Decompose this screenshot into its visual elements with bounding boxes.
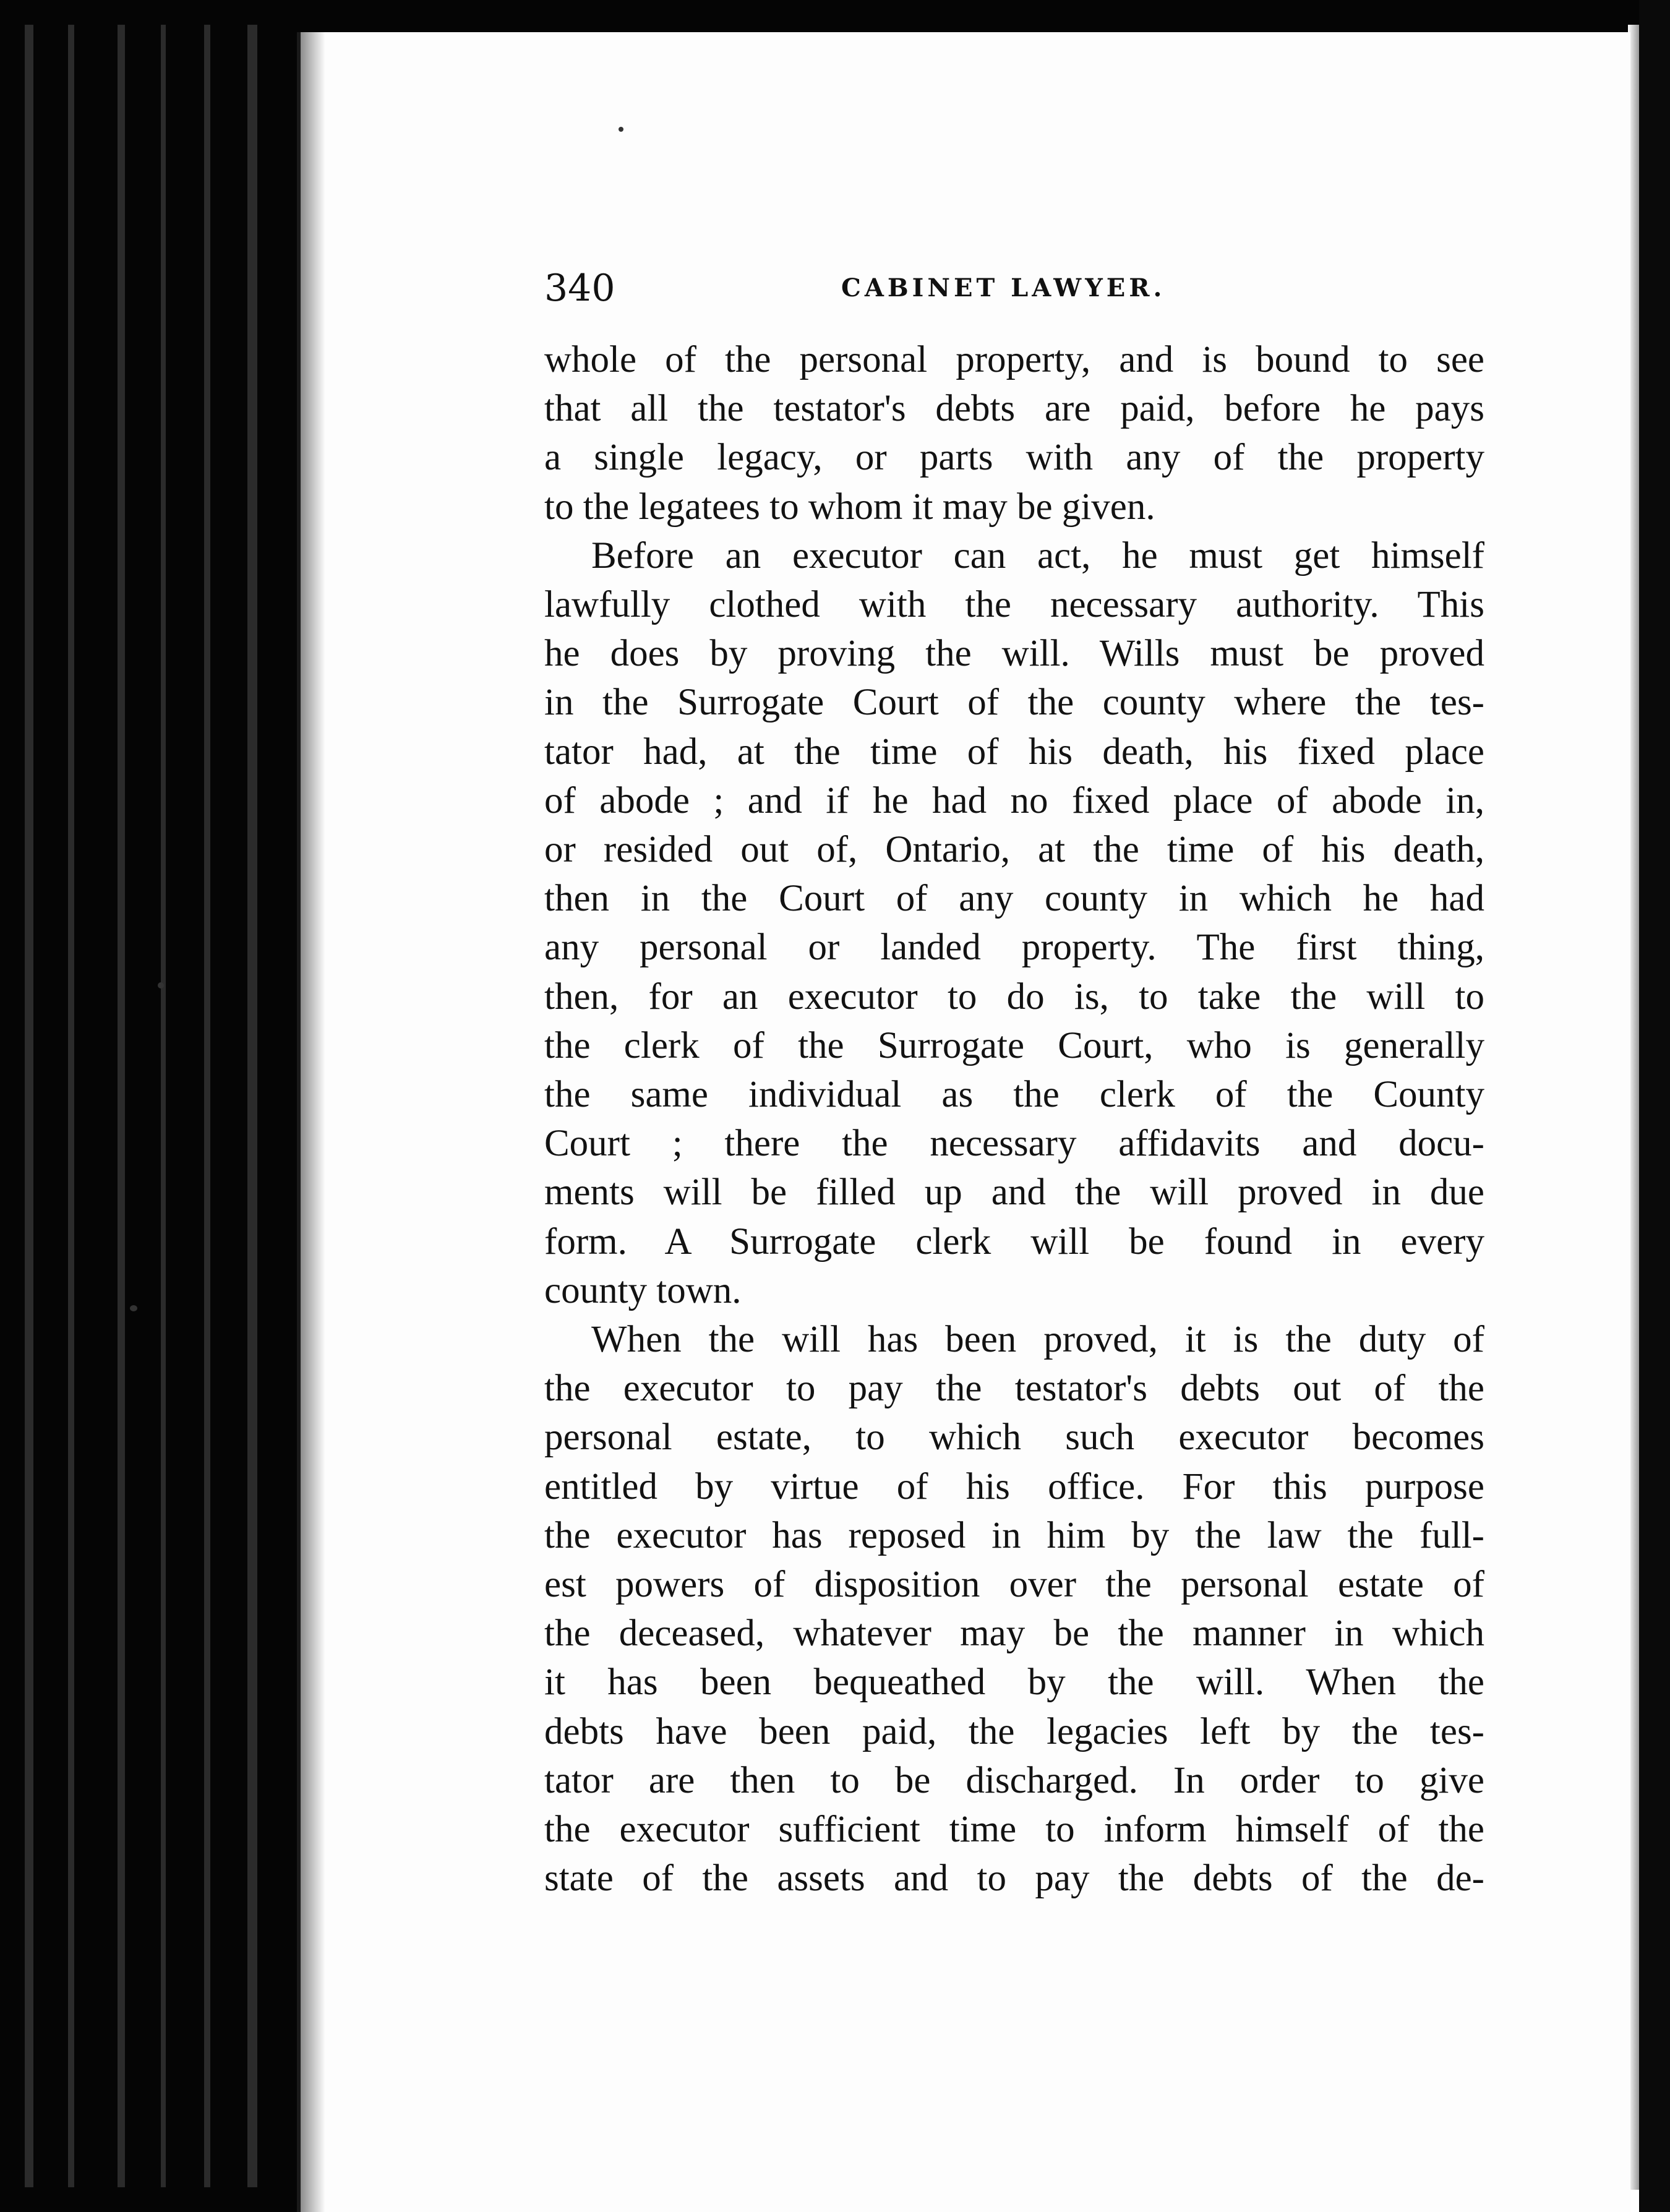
text-line: then in the Court of any county in which he had — [544, 878, 1484, 920]
text-line: form. A Surrogate clerk will be found in every — [544, 1220, 1484, 1262]
text-line: he does by proving the will. Wills must be proved — [544, 633, 1484, 675]
text-line: ments will be filled up and the will proved in due — [544, 1172, 1484, 1214]
speck — [158, 982, 164, 988]
right-edge — [1639, 0, 1670, 2212]
text-line: est powers of disposition over the personal estate of — [544, 1564, 1484, 1606]
gutter-shadow — [301, 32, 325, 2212]
page-edge-band — [118, 25, 125, 2187]
text-line: to the legatees to whom it may be given. — [544, 486, 1155, 528]
text-line: debts have been paid, the legacies left by the tes- — [544, 1710, 1484, 1752]
text-line: whole of the personal property, and is bound to see — [544, 339, 1484, 380]
page-edge-band — [68, 25, 74, 2187]
text-line: Before an executor can act, he must get himself — [591, 534, 1484, 577]
page-number: 340 — [544, 267, 615, 310]
page-header — [544, 264, 1497, 313]
page-edge-band — [247, 25, 257, 2187]
text-line: tator are then to be discharged. In order to give — [544, 1759, 1484, 1801]
text-line: of abode ; and if he had no fixed place of abode in, — [544, 779, 1484, 821]
text-line: then, for an executor to do is, to take the will to — [544, 975, 1484, 1018]
text-line: any personal or landed property. The first thing, — [544, 927, 1484, 969]
speck — [619, 127, 623, 132]
text-line: state of the assets and to pay the debts of the de- — [544, 1858, 1484, 1900]
text-line: the executor to pay the testator's debts out of the — [544, 1368, 1484, 1410]
page-edge-band — [25, 25, 33, 2187]
text-line: the deceased, whatever may be the manner in which — [544, 1613, 1484, 1655]
text-line: it has been bequeathed by the will. When the — [544, 1661, 1484, 1704]
text-line: county town. — [544, 1269, 742, 1311]
top-edge — [291, 0, 1670, 32]
page-edge-band — [161, 25, 166, 2187]
text-line: the same individual as the clerk of the County — [544, 1074, 1484, 1116]
text-line: the clerk of the Surrogate Court, who is generally — [544, 1024, 1484, 1066]
text-line: that all the testator's debts are paid, before he pays — [544, 388, 1484, 430]
text-line: personal estate, to which such executor becomes — [544, 1417, 1484, 1459]
book-edge — [0, 0, 315, 2212]
text-line: tator had, at the time of his death, his fixed place — [544, 731, 1484, 773]
text-line: entitled by virtue of his office. For this purpose — [544, 1465, 1484, 1507]
speck — [130, 1305, 137, 1311]
text-line: a single legacy, or parts with any of the property — [544, 437, 1484, 479]
text-line: in the Surrogate Court of the county where the tes- — [544, 682, 1484, 724]
text-line: the executor sufficient time to inform himself of the — [544, 1809, 1484, 1851]
text-line: When the will has been proved, it is the duty of — [591, 1319, 1484, 1361]
text-line: the executor has reposed in him by the law the full- — [544, 1514, 1484, 1556]
text-line: or resided out of, Ontario, at the time of his death, — [544, 829, 1484, 871]
running-head: CABINET LAWYER. — [841, 273, 1166, 302]
text-line: Court ; there the necessary affidavits and docu- — [544, 1123, 1484, 1165]
page-edge-band — [204, 25, 210, 2187]
text-line: lawfully clothed with the necessary authority. This — [544, 584, 1484, 626]
body-text — [544, 335, 1484, 1903]
